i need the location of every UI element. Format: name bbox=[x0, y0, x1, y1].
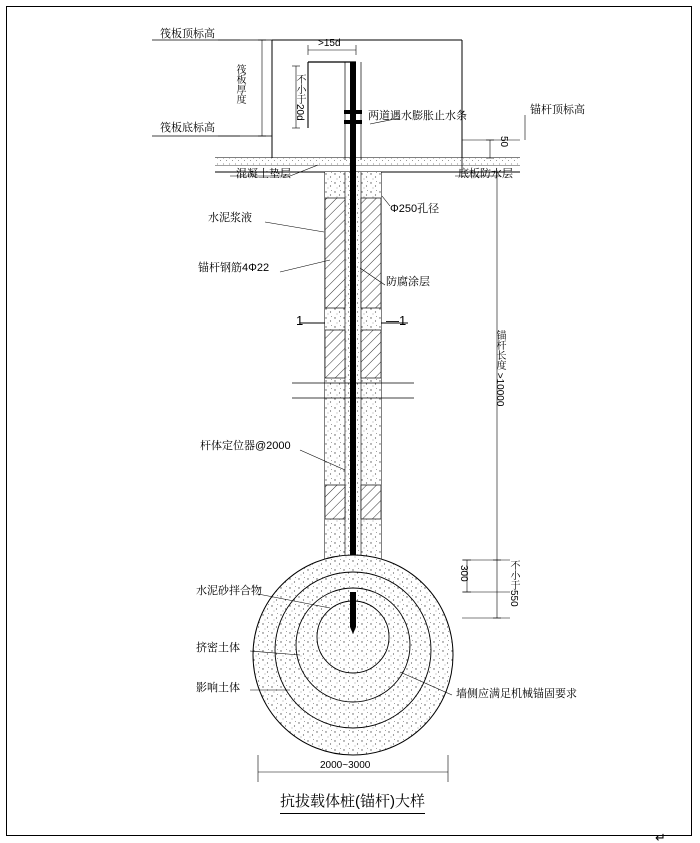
dim-upper-length: 不小于20d bbox=[294, 74, 305, 121]
dim-top-gap: >15d bbox=[318, 38, 341, 49]
label-wall-anchorage-note: 墙侧应满足机械锚固要求 bbox=[456, 688, 577, 700]
label-waterstop: 两道遇水膨胀止水条 bbox=[368, 110, 467, 122]
drawing-title: 抗拔载体桩(锚杆)大样 bbox=[280, 790, 425, 814]
label-raft-thickness: 筏板厚度 bbox=[234, 64, 245, 104]
section-mark-right-num: 1 bbox=[399, 313, 407, 328]
section-dash: — bbox=[386, 313, 399, 328]
label-bottom-waterproof: 底板防水层 bbox=[458, 168, 513, 180]
label-anchor-rebar: 锚杆钢筋4Φ22 bbox=[198, 262, 270, 274]
dim-bulb-300: 300 bbox=[458, 565, 469, 582]
dim-side-50: 50 bbox=[498, 136, 509, 148]
label-cement-mortar-mix: 水泥砂拌合物 bbox=[196, 585, 262, 597]
dim-anchor-length: 锚杆长度 >10000 bbox=[494, 330, 505, 407]
label-concrete-cushion: 混凝土垫层 bbox=[236, 168, 291, 180]
return-mark: ↵ bbox=[655, 830, 666, 843]
dim-bulb-depth: 不小于550 bbox=[508, 560, 519, 607]
label-hole-diameter: Φ250孔径 bbox=[390, 203, 440, 215]
label-anticorrosion-coating: 防腐涂层 bbox=[386, 276, 430, 288]
section-mark-left: 1 bbox=[296, 313, 304, 328]
label-anchor-top-elevation: 锚杆顶标高 bbox=[530, 104, 585, 116]
label-centralizer: 杆体定位器@2000 bbox=[200, 440, 291, 452]
dim-bottom-width: 2000~3000 bbox=[320, 760, 371, 771]
label-raft-top-elevation: 筏板顶标高 bbox=[160, 28, 215, 40]
label-influenced-soil: 影响土体 bbox=[196, 682, 240, 694]
label-compacted-soil: 挤密土体 bbox=[196, 642, 240, 654]
section-mark-right bbox=[386, 314, 406, 328]
label-cement-grout: 水泥浆液 bbox=[208, 212, 252, 224]
label-raft-bottom-elevation: 筏板底标高 bbox=[160, 122, 215, 134]
